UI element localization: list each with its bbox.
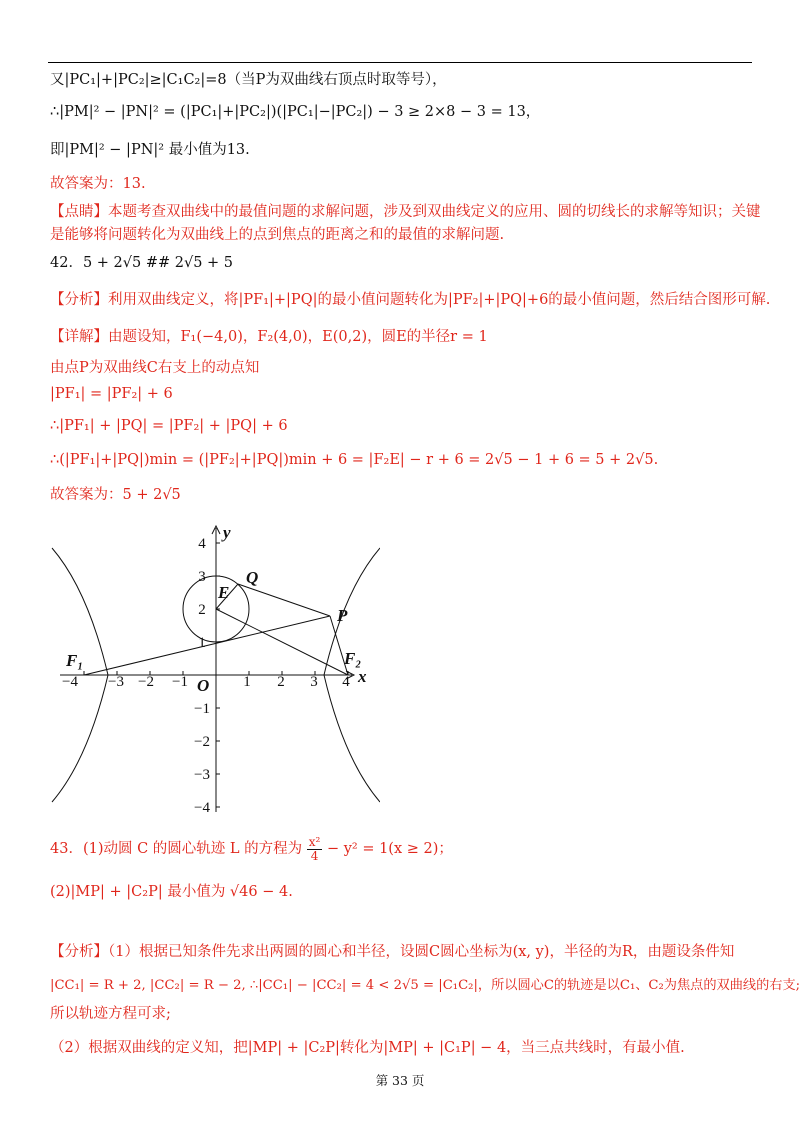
hyperbola-figure: [40, 520, 380, 820]
x-tick-label: 4: [342, 674, 350, 690]
line-12: ∴|PF₁| + |PQ| = |PF₂| + |PQ| + 6: [50, 418, 288, 434]
segment-e-f2: [216, 609, 348, 675]
point-e-label: E: [218, 583, 230, 602]
line-9: 【详解】由题设知，F₁(−4,0)，F₂(4,0)，E(0,2)，圆E的半径r = 1: [50, 329, 488, 345]
point-q-label: Q: [246, 568, 259, 587]
line-7: 42．5 + 2√5 ## 2√5 + 5: [50, 255, 234, 271]
y-tick-label: 4: [198, 536, 206, 552]
x-axis-label: x: [358, 667, 367, 686]
line-18: |CC₁| = R + 2, |CC₂| = R − 2, ∴|CC₁| − |CC₂| = 4 < 2√5 = |C₁C₂|，所以圆心C的轨迹是以C₁、C₂为焦点的双曲线的右支;: [50, 978, 800, 993]
line-1: 又|PC₁|+|PC₂|≥|C₁C₂|=8（当P为双曲线右顶点时取等号），: [50, 72, 447, 88]
line-4: 故答案为：13.: [50, 176, 146, 192]
x-tick-label: 1: [243, 674, 251, 690]
line-15: [50, 834, 453, 864]
x-tick-label: −3: [108, 674, 124, 690]
y-tick-label: −3: [194, 767, 210, 783]
line-16: (2)|MP| + |C₂P| 最小值为 √46 − 4.: [50, 884, 293, 900]
y-tick-label: 2: [198, 602, 206, 618]
point-f1-label: F₁: [66, 651, 84, 670]
x-tick-label: −2: [138, 674, 154, 690]
line-13: ∴(|PF₁|+|PQ|)min = (|PF₂|+|PQ|)min + 6 = |F₂E| − r + 6 = 2√5 − 1 + 6 = 5 + 2√5.: [50, 452, 659, 468]
line-8: 【分析】利用双曲线定义，将|PF₁|+|PQ|的最小值问题转化为|PF₂|+|PQ|+6的最小值问题，然后结合图形可解.: [50, 292, 771, 308]
line-11: |PF₁| = |PF₂| + 6: [50, 386, 173, 402]
line-3: 即|PM|² − |PN|² 最小值为13.: [50, 142, 250, 158]
segment-q-p: [238, 584, 330, 616]
origin-label: O: [197, 676, 210, 695]
line-19: 所以轨迹方程可求;: [50, 1006, 171, 1022]
y-tick-label: −2: [194, 734, 210, 750]
y-axis-label: y: [223, 523, 231, 542]
fraction-numerator: x²: [308, 834, 321, 849]
x-tick-label: 2: [277, 674, 285, 690]
y-tick-label: −1: [194, 701, 210, 717]
header-rule: [48, 62, 752, 63]
point-p-label: P: [337, 606, 348, 625]
y-tick-label: 1: [198, 635, 206, 651]
line-14: 故答案为：5 + 2√5: [50, 487, 181, 503]
line-10: 由点P为双曲线C右支上的动点知: [50, 360, 260, 376]
line-17: 【分析】（1）根据已知条件先求出两圆的圆心和半径，设圆C圆心坐标为(x, y)，半径的为R，由题设条件知: [50, 944, 735, 960]
x-tick-label: 3: [310, 674, 318, 690]
y-tick-label: 3: [198, 569, 206, 585]
y-tick-label: −4: [194, 800, 210, 816]
fraction-x2-over-4: [307, 836, 323, 863]
x-tick-label: −1: [172, 674, 188, 690]
problem-43-part1-tail: − y² = 1(x ≥ 2)；: [326, 841, 453, 857]
x-tick-label: −4: [62, 674, 78, 690]
problem-43-part1: 43．(1)动圆 C 的圆心轨迹 L 的方程为: [50, 841, 303, 857]
line-6: 是能够将问题转化为双曲线上的点到焦点的距离之和的最值的求解问题.: [50, 227, 505, 243]
line-20: （2）根据双曲线的定义知，把|MP| + |C₂P|转化为|MP| + |C₁P| − 4，当三点共线时，有最小值.: [50, 1040, 685, 1056]
point-f2-label: F₂: [344, 649, 362, 668]
line-5: 【点睛】本题考查双曲线中的最值问题的求解问题，涉及到双曲线定义的应用、圆的切线长的求解等知识；关键: [50, 204, 761, 220]
fraction-denominator: 4: [310, 848, 319, 863]
line-2: ∴|PM|² − |PN|² = (|PC₁|+|PC₂|)(|PC₁|−|PC₂|) − 3 ≥ 2×8 − 3 = 13，: [50, 104, 541, 120]
segment-f1-p: [84, 616, 330, 675]
page-number: 第 33 页: [375, 1073, 425, 1088]
